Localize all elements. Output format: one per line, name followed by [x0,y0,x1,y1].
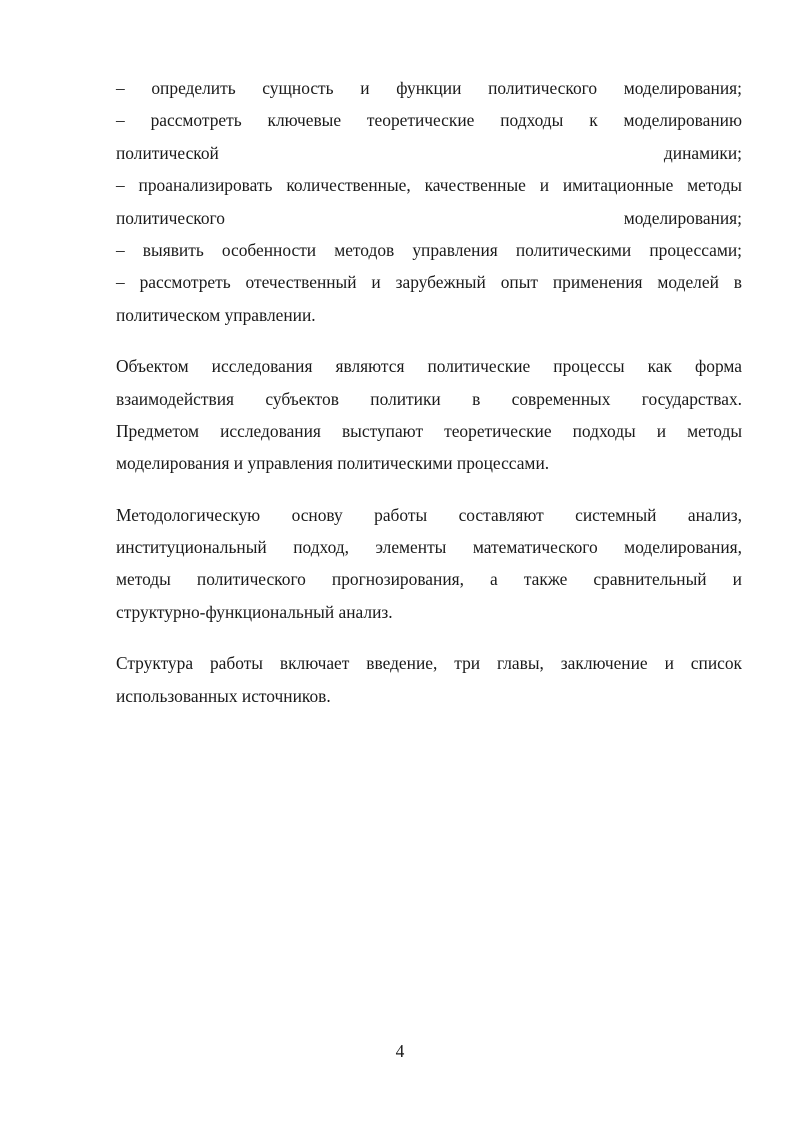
text-line: взаимодействия субъектов политики в современных государствах. [116,388,742,409]
text-line: использованных источников. [116,685,331,706]
text-line: – рассмотреть отечественный и зарубежный опыт применения моделей в [116,272,742,293]
text-line: – рассмотреть ключевые теоретические подходы к моделированию [116,110,742,131]
text-line: – определить сущность и функции политического моделирования; [116,78,742,98]
text-line: институциональный подход, элементы математического моделирования, [116,537,742,558]
text-line: методы политического прогнозирования, а также сравнительный и [116,569,742,590]
text-line: структурно-функциональный анализ. [116,601,393,622]
text-line: политического моделирования; [116,207,742,228]
text-line: политической динамики; [116,142,742,163]
paragraph-gap [116,628,742,647]
text-line: политическом управлении. [116,304,316,325]
text-line: – проанализировать количественные, качественные и имитационные методы [116,175,742,196]
text-line: Объектом исследования являются политические процессы как форма [116,356,742,377]
page-number: 4 [395,1041,405,1061]
paragraph-gap [116,331,742,350]
document-body [116,72,742,712]
text-line: моделирования и управления политическими процессами. [116,453,550,474]
paragraph-gap [116,480,742,499]
text-line: Предметом исследования выступают теоретические подходы и методы [116,420,742,441]
text-line: Методологическую основу работы составляют системный анализ, [116,504,742,525]
text-line: Структура работы включает введение, три главы, заключение и список [116,653,742,674]
text-line: – выявить особенности методов управления политическими процессами; [116,239,742,260]
